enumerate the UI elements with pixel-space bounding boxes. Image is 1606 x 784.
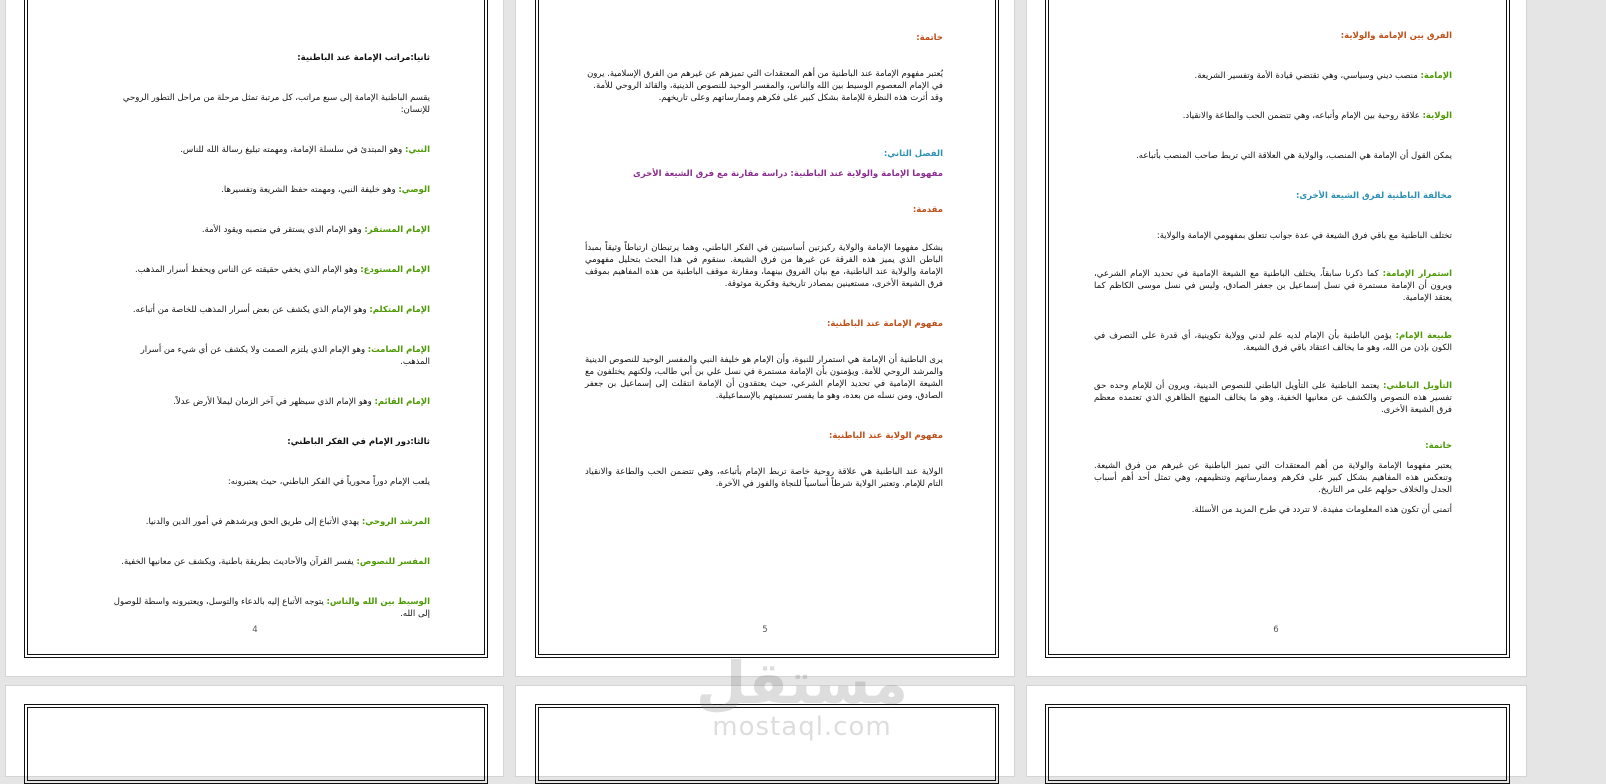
chapter-label: الفصل الثاني: bbox=[883, 149, 943, 159]
contrast-intro: تختلف الباطنية مع باقي فرق الشيعة في عدة جوانب تتعلق بمفهومي الإمامة والولاية: bbox=[1156, 231, 1452, 241]
role-intro: يلعب الإمام دوراً محورياً في الفكر الباطني، حيث يعتبرونه: bbox=[227, 477, 430, 487]
final-conclusion-paragraph: يعتبر مفهوما الإمامة والولاية من أهم المعتقدات التي تميز الباطنية عن غيرهم من فرق الشيعة. وتنعكس هذه المفاهيم بشكل كبير على فكرهم وممارساتهم وتنظيمهم، وهي تمثل أحد أهم أسباب الجدل والخلاف حولهم على مر التاريخ. bbox=[1094, 461, 1452, 495]
role-item bbox=[110, 556, 430, 568]
page-7-border bbox=[24, 704, 488, 784]
contrast-point bbox=[1094, 330, 1452, 354]
imama-definition bbox=[1094, 70, 1452, 82]
ranks-heading bbox=[110, 52, 430, 64]
rank-text: وهو الإمام الذي يلتزم الصمت ولا يكشف عن أي شيء من أسرار المذهب. bbox=[140, 345, 430, 367]
rank-text: وهو الإمام الذي يستقر في منصبه ويقود الأمة. bbox=[201, 225, 365, 235]
rank-item bbox=[110, 144, 430, 156]
page-6-text bbox=[1094, 30, 1452, 516]
ranks-heading-text: ثانيا:مراتب الإمامة عند الباطنية: bbox=[297, 53, 430, 63]
role-item bbox=[110, 596, 430, 620]
page-number: 6 bbox=[1273, 625, 1279, 635]
final-conclusion-heading: خاتمة: bbox=[1425, 441, 1452, 451]
rank-text: وهو الإمام الذي يكشف عن بعض أسرار المذهب للخاصة من أتباعه. bbox=[132, 305, 370, 315]
rank-text: وهو المبتدئ في سلسلة الإمامة، ومهمته تبليغ رسالة الله للناس. bbox=[180, 145, 405, 155]
contrast-text: يعتمد الباطنية على التأويل الباطني للنصوص الدينية، ويرون أن للإمام وحده حق تفسير هذه النصوص والكشف عن معانيها الخفية، وهو ما يخالف المنهج الظاهري الذي تعتمده معظم فرق الشيعة الأخرى. bbox=[1094, 381, 1452, 415]
ranks-intro: يقسم الباطنية الإمامة إلى سبع مراتب، كل مرتبة تمثل مرحلة من مراحل التطور الروحي للإنسان: bbox=[122, 93, 430, 115]
rank-text: وهو خليفة النبي، ومهمته حفظ الشريعة وتفسيرها. bbox=[221, 185, 399, 195]
closing-line: أتمنى أن تكون هذه المعلومات مفيدة. لا تتردد في طرح المزيد من الأسئلة. bbox=[1191, 505, 1452, 515]
contrast-point bbox=[1094, 268, 1452, 304]
rank-text: وهو الإمام الذي سيظهر في آخر الزمان ليملأ الأرض عدلاً. bbox=[173, 397, 375, 407]
rank-keyword: الإمام المتكلم: bbox=[369, 305, 430, 315]
contrast-text: يؤمن الباطنية بأن الإمام لديه علم لدني وولاية تكوينية، أي قدرة على التصرف في الكون بإذن من الله، وهو ما يخالف اعتقاد باقي فرق الشيعة. bbox=[1094, 331, 1452, 353]
conclusion-paragraph: يُعتبر مفهوم الإمامة عند الباطنية من أهم المعتقدات التي تميزهم عن غيرهم من الفرق الإسلامية. يرون في الإمام المعصوم الوسيط بين الله والناس، والمفسر الوحيد للنصوص الدينية، والقائد الروحي للأمة. وقد أثرت هذه النظرة للإمامة بشكل كبير على فكرهم وممارساتهم وعلى تاريخهم. bbox=[587, 69, 943, 103]
rank-text: وهو الإمام الذي يخفي حقيقته عن الناس ويحفظ أسرار المذهب. bbox=[134, 265, 361, 275]
role-heading bbox=[110, 436, 430, 448]
page-4-text bbox=[110, 52, 430, 620]
role-text: يفسر القرآن والأحاديث بطريقة باطنية، ويكشف عن معانيها الخفية. bbox=[121, 557, 357, 567]
role-text: يهدي الأتباع إلى طريق الحق ويرشدهم في أمور الدين والدنيا. bbox=[145, 517, 362, 527]
role-keyword: المرشد الروحي: bbox=[361, 517, 430, 527]
watermark-arabic: مستقل bbox=[695, 649, 909, 717]
rank-item bbox=[110, 224, 430, 236]
diff-heading: الفرق بين الإمامة والولاية: bbox=[1340, 31, 1452, 41]
imama-definition-text: منصب ديني وسياسي، وهي تقتضي قيادة الأمة وتفسير الشريعة. bbox=[1194, 71, 1421, 81]
page-7-sheet bbox=[6, 686, 503, 776]
imama-paragraph: يرى الباطنية أن الإمامة هي استمرار للنبوة، وأن الإمام هو خليفة النبي والمفسر الوحيد للنصوص الدينية والمرشد الروحي للأمة. ويؤمنون بأن الإمامة مستمرة في نسل علي بن أبي طالب، ولكنهم يختلفون مع الشيعة الإمامية في تحديد الإمام الشرعي، حيث يعتقدون أن الإمامة انتقلت إلى إسماعيل بن جعفر الصادق، ومن نسله من بعده، وهو ما يفسر تسميتهم بالإسماعيلية. bbox=[585, 355, 943, 401]
contrast-keyword: طبيعة الإمام: bbox=[1395, 331, 1452, 341]
page-number: 5 bbox=[762, 625, 768, 635]
contrast-heading: مخالفة الباطنية لفرق الشيعة الأخرى: bbox=[1296, 191, 1452, 201]
contrast-keyword: التأويل الباطني: bbox=[1382, 381, 1453, 391]
page-9-sheet bbox=[1027, 686, 1526, 776]
rank-item bbox=[110, 396, 430, 408]
watermark-logo bbox=[672, 649, 932, 762]
contrast-point bbox=[1094, 380, 1452, 416]
conclusion-heading: خاتمة: bbox=[916, 33, 943, 43]
diff-summary: يمكن القول أن الإمامة هي المنصب، والولاية هي العلاقة التي تربط صاحب المنصب بأتباعه. bbox=[1136, 151, 1452, 161]
wilaya-paragraph: الولاية عند الباطنية هي علاقة روحية خاصة تربط الإمام بأتباعه، وهي تتضمن الحب والطاعة والانقياد التام للإمام. وتعتبر الولاية شرطاً أساسياً للنجاة والفوز في الآخرة. bbox=[585, 467, 943, 489]
intro-heading: مقدمة: bbox=[912, 205, 943, 215]
page-number: 4 bbox=[252, 625, 258, 635]
rank-keyword: النبي: bbox=[404, 145, 430, 155]
role-text: يتوجه الأتباع إليه بالدعاء والتوسل، ويعتبرونه واسطة للوصول إلى الله. bbox=[113, 597, 430, 619]
rank-keyword: الإمام المستودع: bbox=[360, 265, 430, 275]
intro-paragraph: يشكل مفهوما الإمامة والولاية ركيزتين أساسيتين في الفكر الباطني، وهما يرتبطان ارتباطاً وثيقاً بمبدأ الباطن الذي يميز هذه الفرقة عن غيرها من فرق الشيعة. سنقوم في هذا البحث بتحليل مفهومي الإمامة والولاية عند الباطنية، مع بيان الفروق بينهما، ومقارنة موقف الباطنية من هذه المفاهيم بموقف فرق الشيعة الأخرى، مستعينين بمصادر تاريخية وفكرية موثوقة. bbox=[585, 243, 943, 289]
chapter-title: مفهوما الإمامة والولاية عند الباطنية: دراسة مقارنة مع فرق الشيعة الأخرى bbox=[633, 169, 943, 179]
rank-keyword: الوصي: bbox=[398, 185, 430, 195]
rank-keyword: الإمام الصامت: bbox=[367, 345, 430, 355]
page-9-border bbox=[1045, 704, 1510, 784]
wilaya-definition-text: علاقة روحية بين الإمام وأتباعه، وهي تتضمن الحب والطاعة والانقياد. bbox=[1182, 111, 1423, 121]
role-keyword: المفسر للنصوص: bbox=[356, 557, 430, 567]
contrast-text: كما ذكرنا سابقاً، يختلف الباطنية مع الشيعة الإمامية في تحديد الإمام الشرعي، ويرون أن الإمامة مستمرة في نسل إسماعيل بن جعفر الصادق، وليس في نسل موسى الكاظم كما يعتقد الإمامية. bbox=[1094, 269, 1452, 303]
imama-keyword: الإمامة: bbox=[1420, 71, 1452, 81]
role-item bbox=[110, 516, 430, 528]
rank-item bbox=[110, 304, 430, 316]
page-5-text bbox=[585, 32, 943, 490]
rank-keyword: الإمام المستقر: bbox=[364, 225, 430, 235]
role-keyword: الوسيط بين الله والناس: bbox=[326, 597, 430, 607]
rank-item bbox=[110, 344, 430, 368]
rank-item bbox=[110, 264, 430, 276]
wilaya-heading: مفهوم الولاية عند الباطنية: bbox=[829, 431, 943, 441]
role-heading-text: ثالثا:دور الإمام في الفكر الباطني: bbox=[287, 437, 430, 447]
rank-keyword: الإمام القائم: bbox=[374, 397, 430, 407]
watermark-latin: mostaql.com bbox=[712, 712, 892, 742]
wilaya-keyword: الولاية: bbox=[1422, 111, 1452, 121]
wilaya-definition bbox=[1094, 110, 1452, 122]
imama-heading: مفهوم الإمامة عند الباطنية: bbox=[827, 319, 943, 329]
contrast-keyword: استمرار الإمامة: bbox=[1382, 269, 1452, 279]
rank-item bbox=[110, 184, 430, 196]
